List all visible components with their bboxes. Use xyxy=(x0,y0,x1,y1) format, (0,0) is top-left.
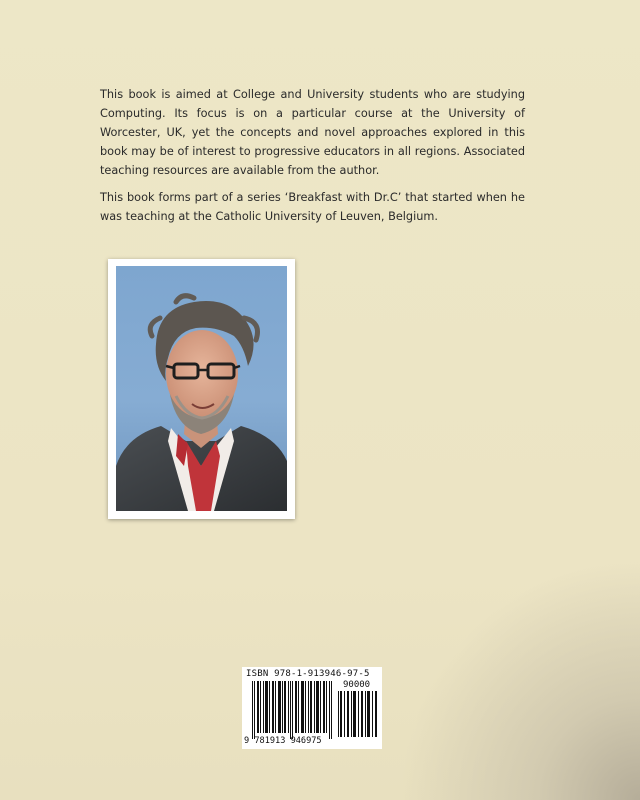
page-curl-shadow xyxy=(380,540,640,800)
price-code: 90000 xyxy=(343,680,371,690)
isbn-barcode xyxy=(242,667,382,749)
blurb xyxy=(100,85,525,234)
price-addon-bars xyxy=(338,691,378,737)
blurb-paragraph-2: This book forms part of a series ‘Breakfast with Dr.C’ that started when he was teaching at the Catholic University of Leuven, Belgium. xyxy=(100,191,525,223)
author-photo-frame xyxy=(108,259,295,519)
isbn-text: ISBN 978-1-913946-97-5 xyxy=(246,669,370,679)
author-photo xyxy=(116,266,287,511)
barcode-digits: 9 781913 946975 xyxy=(244,736,322,746)
blurb-paragraph-1: This book is aimed at College and University students who are studying Computing. Its focus is on a particular course at the University of Worcester, UK, yet the concepts and novel approaches explored in this book may be of interest to progressive educators in all regions. Associated teaching resources are available from the author. xyxy=(100,88,525,177)
ean-barcode-bars xyxy=(252,681,336,739)
